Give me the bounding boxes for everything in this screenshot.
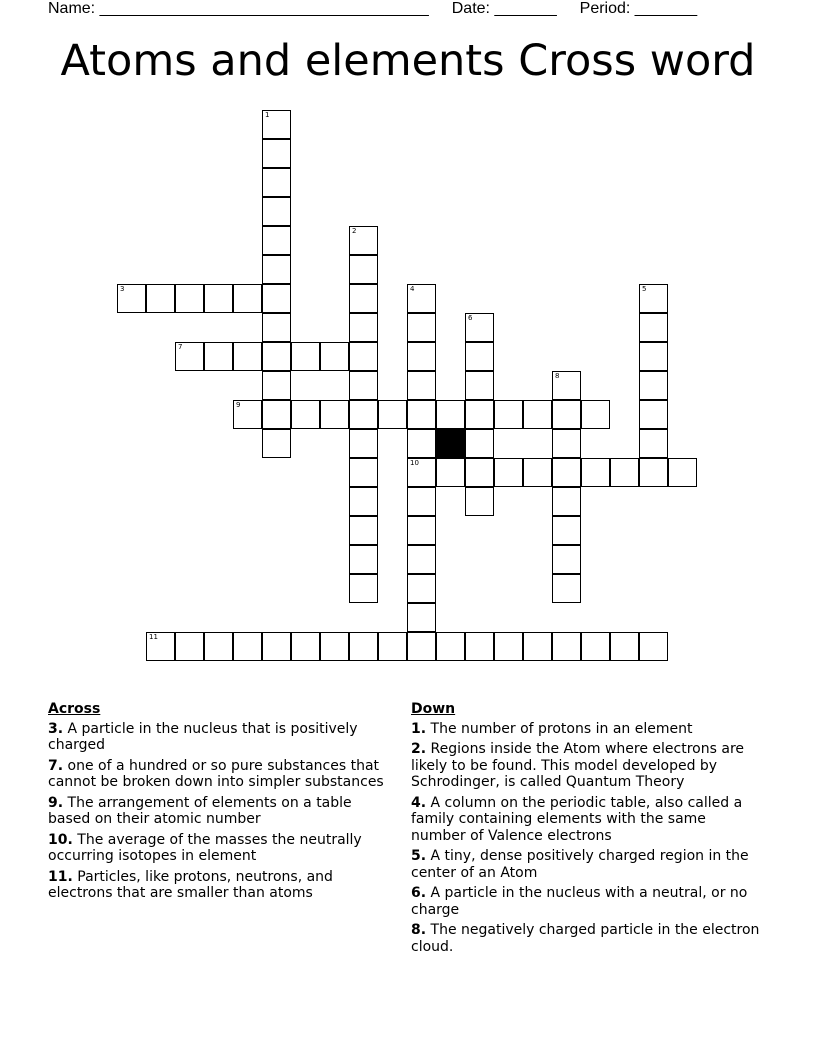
grid-cell[interactable] — [291, 400, 320, 429]
period-label: Period: — [579, 0, 631, 17]
clue-text: Regions inside the Atom where electrons are likely to be found. This model developed by Schrodinger, is called Quantum Theory — [411, 741, 745, 790]
grid-cell[interactable] — [523, 632, 552, 661]
grid-cell[interactable] — [262, 139, 291, 168]
clue-number-label: 1. — [411, 720, 427, 737]
clue-number: 7 — [178, 343, 183, 351]
clue-number: 4 — [410, 285, 415, 293]
grid-cell[interactable] — [407, 400, 436, 429]
grid-cell[interactable] — [262, 313, 291, 342]
grid-cell[interactable] — [523, 458, 552, 487]
clue-number-label: 4. — [411, 794, 427, 811]
grid-cell[interactable] — [552, 574, 581, 603]
grid-cell[interactable] — [320, 342, 349, 371]
grid-cell[interactable] — [581, 458, 610, 487]
black-cell — [436, 429, 465, 458]
page-title: Atoms and elements Cross word — [60, 36, 756, 86]
clue-text: The negatively charged particle in the electron cloud. — [411, 922, 760, 955]
grid-cell[interactable] — [581, 632, 610, 661]
grid-cell[interactable] — [349, 284, 378, 313]
grid-cell[interactable] — [407, 603, 436, 632]
grid-cell[interactable] — [639, 458, 668, 487]
across-clue — [48, 721, 390, 754]
grid-cell[interactable] — [291, 632, 320, 661]
date-blank[interactable]: _______ — [494, 0, 557, 17]
grid-cell[interactable] — [639, 342, 668, 371]
grid-cell[interactable] — [146, 284, 175, 313]
grid-cell[interactable] — [465, 429, 494, 458]
clue-number-label: 3. — [48, 720, 64, 737]
grid-cell[interactable] — [233, 284, 262, 313]
grid-cell[interactable] — [349, 574, 378, 603]
grid-cell[interactable] — [407, 429, 436, 458]
grid-cell[interactable] — [465, 632, 494, 661]
grid-cell[interactable] — [494, 458, 523, 487]
grid-cell[interactable] — [262, 632, 291, 661]
grid-cell[interactable] — [465, 342, 494, 371]
grid-cell[interactable] — [378, 632, 407, 661]
grid-cell[interactable] — [262, 400, 291, 429]
grid-cell[interactable] — [465, 371, 494, 400]
grid-cell[interactable] — [552, 458, 581, 487]
grid-cell[interactable] — [262, 429, 291, 458]
grid-cell[interactable] — [175, 632, 204, 661]
grid-cell[interactable] — [262, 226, 291, 255]
clue-text: A tiny, dense positively charged region in the center of an Atom — [411, 848, 749, 881]
grid-cell[interactable] — [146, 632, 175, 661]
grid-cell[interactable] — [204, 342, 233, 371]
grid-cell[interactable] — [552, 400, 581, 429]
grid-cell[interactable] — [552, 371, 581, 400]
grid-cell[interactable] — [262, 284, 291, 313]
grid-cell[interactable] — [436, 458, 465, 487]
clue-number-label: 7. — [48, 757, 64, 774]
grid-cell[interactable] — [204, 284, 233, 313]
across-clues — [48, 701, 390, 906]
grid-cell[interactable] — [523, 400, 552, 429]
grid-cell[interactable] — [349, 487, 378, 516]
grid-cell[interactable] — [552, 545, 581, 574]
grid-cell[interactable] — [204, 632, 233, 661]
across-heading: Across — [48, 701, 101, 717]
clue-number: 6 — [468, 314, 473, 322]
clue-number-label: 11. — [48, 868, 73, 885]
grid-cell[interactable] — [407, 284, 436, 313]
grid-cell[interactable] — [610, 632, 639, 661]
grid-cell[interactable] — [233, 400, 262, 429]
clue-text: The average of the masses the neutrally occurring isotopes in element — [48, 831, 362, 864]
grid-cell[interactable] — [233, 342, 262, 371]
period-blank[interactable]: _______ — [634, 0, 698, 17]
clue-number: 9 — [236, 401, 241, 409]
clue-number-label: 6. — [411, 885, 427, 901]
grid-cell[interactable] — [175, 342, 204, 371]
grid-cell[interactable] — [349, 371, 378, 400]
clue-number-label: 8. — [411, 922, 427, 938]
grid-cell[interactable] — [233, 632, 262, 661]
clue-text: The number of protons in an element — [426, 720, 693, 737]
clue-number: 5 — [642, 285, 647, 293]
across-clue — [48, 758, 390, 791]
grid-cell[interactable] — [407, 342, 436, 371]
down-clue — [411, 848, 761, 881]
name-label: Name: — [48, 0, 96, 17]
clue-number-label: 10. — [48, 831, 73, 848]
grid-cell[interactable] — [349, 545, 378, 574]
clue-number: 10 — [410, 459, 419, 467]
grid-cell[interactable] — [436, 632, 465, 661]
down-clue — [411, 741, 761, 791]
clue-text: The arrangement of elements on a table based on their atomic number — [48, 794, 352, 827]
grid-cell[interactable] — [262, 371, 291, 400]
down-clue — [411, 885, 761, 918]
grid-cell[interactable] — [610, 458, 639, 487]
date-label: Date: — [451, 0, 490, 17]
grid-cell[interactable] — [465, 400, 494, 429]
grid-cell[interactable] — [117, 284, 146, 313]
grid-cell[interactable] — [581, 400, 610, 429]
grid-cell[interactable] — [320, 632, 349, 661]
grid-cell[interactable] — [349, 516, 378, 545]
grid-cell[interactable] — [349, 400, 378, 429]
grid-cell[interactable] — [349, 313, 378, 342]
grid-cell[interactable] — [494, 632, 523, 661]
grid-cell[interactable] — [349, 342, 378, 371]
grid-cell[interactable] — [349, 458, 378, 487]
grid-cell[interactable] — [407, 313, 436, 342]
clue-number: 11 — [149, 633, 158, 641]
clue-number-label: 9. — [48, 794, 64, 811]
grid-cell[interactable] — [639, 429, 668, 458]
grid-cell[interactable] — [262, 255, 291, 284]
grid-cell[interactable] — [407, 487, 436, 516]
grid-cell[interactable] — [262, 110, 291, 139]
grid-cell[interactable] — [320, 400, 349, 429]
down-clues — [411, 701, 761, 959]
grid-cell[interactable] — [407, 371, 436, 400]
grid-cell[interactable] — [407, 574, 436, 603]
grid-cell[interactable] — [407, 632, 436, 661]
down-clue — [411, 922, 761, 955]
grid-cell[interactable] — [639, 371, 668, 400]
clue-number-label: 2. — [411, 741, 427, 757]
clue-number: 2 — [352, 227, 357, 235]
grid-cell[interactable] — [349, 429, 378, 458]
clue-number: 1 — [265, 111, 270, 119]
clue-text: A particle in the nucleus with a neutral, or no charge — [411, 885, 748, 918]
clue-text: one of a hundred or so pure substances that cannot be broken down into simpler substances — [48, 757, 384, 790]
grid-cell[interactable] — [552, 516, 581, 545]
grid-cell[interactable] — [407, 458, 436, 487]
grid-cell[interactable] — [639, 284, 668, 313]
clue-number: 8 — [555, 372, 560, 380]
grid-cell[interactable] — [552, 429, 581, 458]
across-clue — [48, 795, 390, 828]
clue-number-label: 5. — [411, 848, 427, 864]
clue-number: 3 — [120, 285, 125, 293]
grid-cell[interactable] — [175, 284, 204, 313]
grid-cell[interactable] — [494, 400, 523, 429]
across-clue — [48, 832, 390, 865]
name-blank[interactable]: _____________________________________ — [99, 0, 429, 17]
across-clue — [48, 869, 390, 902]
grid-cell[interactable] — [262, 168, 291, 197]
grid-cell[interactable] — [349, 255, 378, 284]
grid-cell[interactable] — [262, 197, 291, 226]
grid-cell[interactable] — [668, 458, 697, 487]
grid-cell[interactable] — [465, 313, 494, 342]
grid-cell[interactable] — [639, 400, 668, 429]
down-clue — [411, 795, 761, 845]
grid-cell[interactable] — [552, 632, 581, 661]
clue-text: A column on the periodic table, also called a family containing elements with the same number of Valence electrons — [411, 794, 743, 844]
clue-text: Particles, like protons, neutrons, and electrons that are smaller than atoms — [48, 868, 333, 901]
grid-cell[interactable] — [639, 632, 668, 661]
clue-text: A particle in the nucleus that is positively charged — [48, 720, 358, 753]
down-clue — [411, 721, 761, 738]
grid-cell[interactable] — [349, 226, 378, 255]
grid-cell[interactable] — [378, 400, 407, 429]
grid-cell[interactable] — [552, 487, 581, 516]
grid-cell[interactable] — [465, 458, 494, 487]
grid-cell[interactable] — [349, 632, 378, 661]
down-heading: Down — [411, 701, 456, 717]
grid-cell[interactable] — [407, 516, 436, 545]
grid-cell[interactable] — [465, 487, 494, 516]
grid-cell[interactable] — [436, 400, 465, 429]
grid-cell[interactable] — [639, 313, 668, 342]
grid-cell[interactable] — [291, 342, 320, 371]
grid-cell[interactable] — [407, 545, 436, 574]
grid-cell[interactable] — [262, 342, 291, 371]
